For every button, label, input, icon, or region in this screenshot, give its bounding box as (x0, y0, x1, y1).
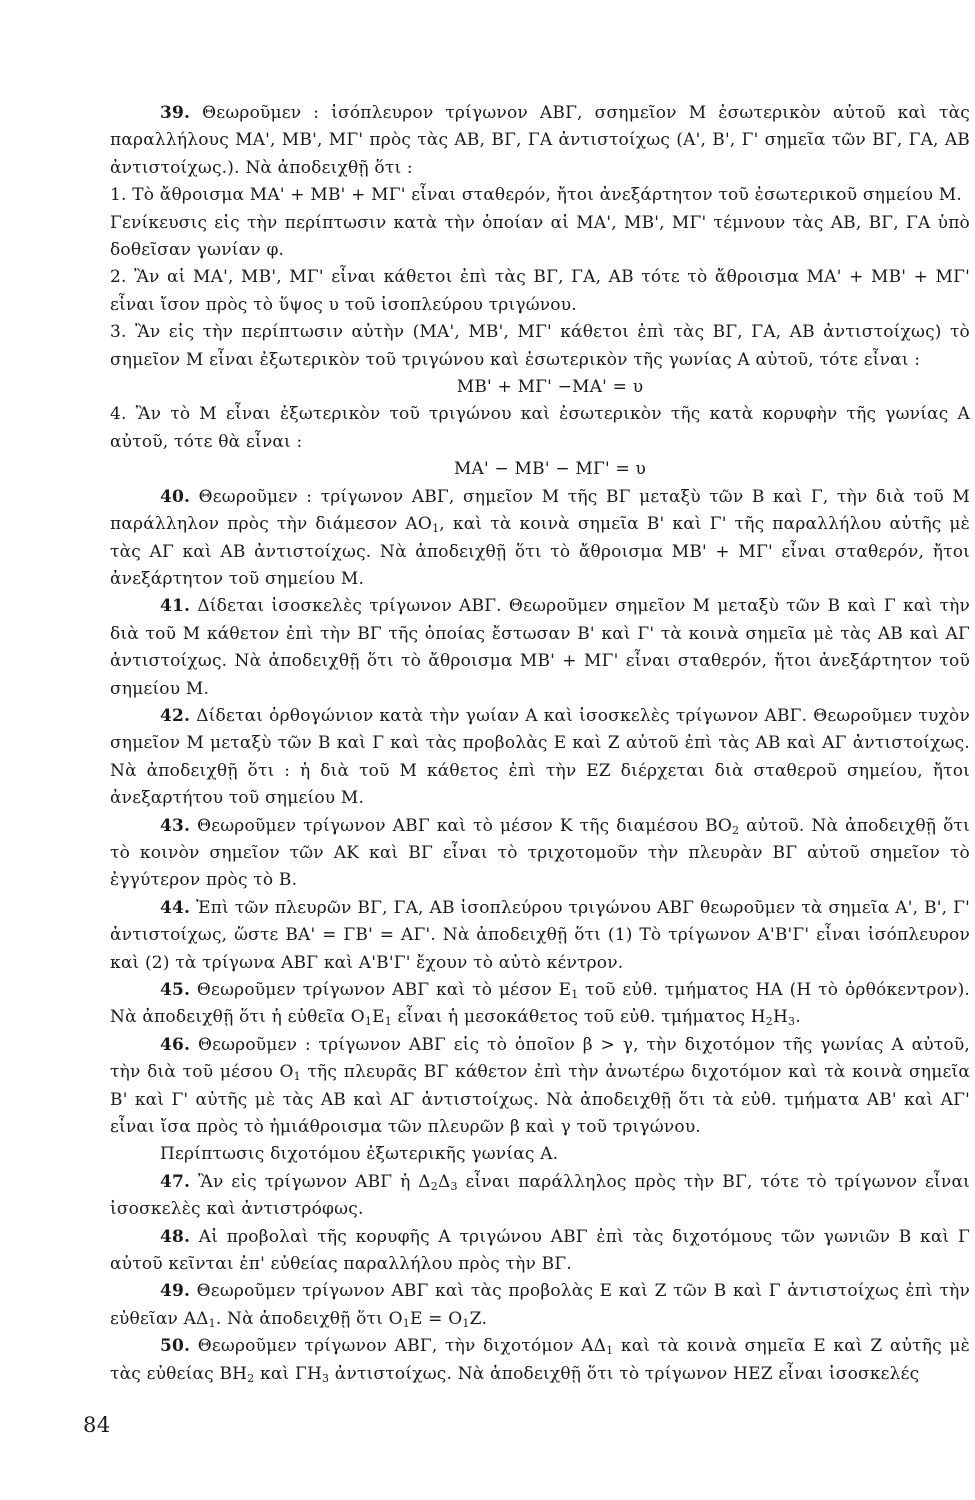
formula-2: ΜΑ' − ΜΒ' − ΜΓ' = υ (453, 459, 647, 480)
problem-text: Δίδεται ἰσοσκελὲς τρίγωνον ΑΒΓ. Θεωροῦμεν σημεῖον Μ μεταξὺ τῶν Β καὶ Γ καὶ τὴν διὰ τοῦ Μ κάθετον ἐπὶ τὴν ΒΓ τῆς ὁποίας ἔστωσαν Β' καὶ Γ' τὰ κοινὰ σημεῖα μὲ τὰς ΑΒ καὶ ΑΓ ἀντιστοίχως. Νὰ ἀποδειχθῇ ὅτι τὸ ἄθροισμα ΜΒ' + ΜΓ' εἶναι σταθερόν, ἤτοι ἀνεξάρτητον τοῦ σημείου Μ. (110, 596, 970, 699)
subscript: 3 (322, 1371, 330, 1385)
problem-text: Θεωροῦμεν τρίγωνον ΑΒΓ καὶ τὸ μέσον Ε (196, 980, 572, 1000)
subscript: 1 (606, 1344, 614, 1358)
problem-text: Ἂν εἰς τρίγωνον ΑΒΓ ἡ Δ (198, 1171, 431, 1192)
problem-text: εἶναι παράλληλος πρὸς τὴν ΒΓ, τότε τὸ τρίγωνον εἶναι ἰσοσκελὲς καὶ ἀντιστρόφως. (110, 1171, 971, 1220)
problem-text: καὶ τὰ κοινὰ σημεῖα Ε καὶ Ζ αὐτῆς μὲ τὰς εὐθείας ΒΗ (110, 1336, 970, 1384)
subscript: 1 (384, 1015, 392, 1029)
problem-text: τῆς πλευρᾶς ΒΓ κάθετον ἐπὶ τὴν ἀνωτέρω διχοτόμον καὶ τὰ κοινὰ σημεῖα Β' καὶ Γ' αὐτῆς μὲ τὰς ΑΒ καὶ ΑΓ ἀντιστοίχως. Νὰ ἀποδειχθῇ ὅτι τὰ εὐθ. τμήματα ΑΒ' καὶ ΑΓ' εἶναι ἴσα πρὸς τὸ ἡμιάθροισμα τῶν πλευρῶν β καὶ γ τοῦ τριγώνου. (110, 1062, 970, 1138)
problem-text: Ε (372, 1007, 385, 1028)
problem-text: τοῦ εὐθ. τμήματος ΗΑ (Η τὸ ὀρθόκεντρον). Νὰ ἀποδειχθῇ ὅτι ἡ εὐθεῖα Ο (110, 980, 971, 1028)
subscript: 1 (208, 1316, 216, 1330)
problem-text: ἀντιστοίχως. Νὰ ἀποδειχθῇ ὅτι τὸ τρίγωνον ΗΕΖ εἶναι ἰσοσκελές (329, 1363, 920, 1384)
problem-number: 39. (160, 103, 191, 123)
subscript: 2 (732, 823, 740, 837)
problem-46-extension: Περίπτωσις διχοτόμου ἐξωτερικῆς γωνίας Α. (160, 1144, 559, 1165)
problem-text: Θεωροῦμεν τρίγωνον ΑΒΓ καὶ τὸ μέσον Κ τῆς διαμέσου ΒΟ (197, 815, 733, 836)
subscript: 1 (571, 988, 579, 1001)
subscript: 3 (450, 1179, 458, 1193)
problem-number: 41. (160, 596, 191, 617)
problem-text: Ε = Ο (409, 1308, 463, 1329)
problem-text: Θεωροῦμεν τρίγωνον ΑΒΓ, τὴν διχοτόμον ΑΔ (197, 1336, 607, 1357)
subscript: 1 (432, 522, 440, 536)
problem-number: 40. (160, 486, 191, 507)
page-body (110, 100, 970, 1388)
subscript: 2 (765, 1015, 773, 1029)
problem-41 (110, 593, 970, 703)
problem-text: Ἐπὶ τῶν πλευρῶν ΒΓ, ΓΑ, ΑΒ ἰσοπλεύρου τριγώνου ΑΒΓ θεωροῦμεν τὰ σημεῖα Α', Β', Γ' ἀντιστοίχως, ὥστε ΒΑ' = ΓΒ' = ΑΓ'. Νὰ ἀποδειχθῇ ὅτι (1) Τὸ τρίγωνον Α'Β'Γ' εἶναι ἰσόπλευρον καὶ (2) τὰ τρίγωνα ΑΒΓ καὶ Α'Β'Γ' ἔχουν τὸ αὐτὸ κέντρον. (110, 897, 970, 973)
problem-44 (110, 895, 970, 977)
problem-number: 47. (160, 1171, 191, 1192)
problem-number: 49. (160, 1281, 191, 1302)
problem-number: 46. (160, 1034, 191, 1055)
problem-text: Δ (437, 1171, 451, 1192)
subscript: 1 (462, 1316, 470, 1330)
problem-text: Ζ. (469, 1308, 488, 1329)
problem-text: Θεωροῦμεν : ἰσόπλευρον τρίγωνον ΑΒΓ, σσημεῖον Μ ἐσωτερικὸν αὐτοῦ καὶ τὰς παραλλήλους ΜΑ', ΜΒ', ΜΓ' πρὸς τὰς ΑΒ, ΒΓ, ΓΑ ἀντιστοίχως (Α', Β', Γ' σημεῖα τῶν ΒΓ, ΓΑ, ΑΒ ἀντιστοίχως.). Νὰ ἀποδειχθῇ ὅτι : (110, 103, 971, 178)
subscript: 3 (788, 1015, 796, 1029)
problem-42 (110, 703, 970, 813)
problem-text: καὶ ΓΗ (254, 1363, 322, 1384)
problem-text: Η (772, 1007, 788, 1028)
subscript: 1 (364, 1015, 373, 1029)
problem-text: Θεωροῦμεν τρίγωνον ΑΒΓ καὶ τὰς προβολὰς Ε καὶ Ζ τῶν Β καὶ Γ ἀντιστοίχως ἐπὶ τὴν εὐθεῖαν ΑΔ (110, 1281, 970, 1329)
problem-49 (110, 1278, 970, 1333)
problem-39-item-1: 1. Τὸ ἄθροισμα ΜΑ' + ΜΒ' + ΜΓ' εἶναι σταθερόν, ἤτοι ἀνεξάρτητον τοῦ ἐσωτερικοῦ σημείου Μ. (110, 185, 962, 206)
problem-39 (110, 100, 970, 182)
problem-text: , καὶ τὰ κοινὰ σημεῖα Β' καὶ Γ' τῆς παραλλήλου αὐτῆς μὲ τὰς ΑΓ καὶ ΑΒ ἀντιστοίχως. Νὰ ἀποδειχθῇ ὅτι τὸ ἄθροισμα ΜΒ' + ΜΓ' εἶναι σταθερόν, ἤτοι ἀνεξάρτητον τοῦ σημείου Μ. (110, 514, 970, 589)
problem-47 (110, 1169, 970, 1224)
problem-text: εἶναι ἡ μεσοκάθετος τοῦ εὐθ. τμήματος Η (391, 1007, 766, 1028)
subscript: 2 (247, 1371, 255, 1385)
problem-39-item-4: 4. Ἂν τὸ Μ εἶναι ἐξωτερικὸν τοῦ τριγώνου καὶ ἐσωτερικὸν τῆς κατὰ κορυφὴν τῆς γωνίας Α αὐτοῦ, τότε θὰ εἶναι : (110, 404, 970, 452)
problem-39-generalization: Γενίκευσις εἰς τὴν περίπτωσιν κατὰ τὴν ὁποίαν αἱ ΜΑ', ΜΒ', ΜΓ' τέμνουν τὰς ΑΒ, ΒΓ, ΓΑ ὑπὸ δοθεῖσαν γωνίαν φ. (110, 212, 970, 261)
problem-text: . (795, 1007, 801, 1028)
problem-40 (110, 484, 970, 594)
problem-number: 43. (160, 815, 191, 836)
problem-number: 45. (160, 980, 191, 1000)
problem-text: Δίδεται ὀρθογώνιον κατὰ τὴν γωίαν Α καὶ ἰσοσκελὲς τρίγωνον ΑΒΓ. Θεωροῦμεν τυχὸν σημεῖον Μ μεταξὺ τῶν Β καὶ Γ καὶ τὰς προβολὰς Ε καὶ Ζ αὐτοῦ ἐπὶ τὰς ΑΒ καὶ ΑΓ ἀντιστοίχως. Νὰ ἀποδειχθῇ ὅτι : ἡ διὰ τοῦ Μ κάθετος ἐπὶ τὴν ΕΖ διέρχεται διὰ σταθεροῦ σημείου, ἤτοι ἀνεξαρτήτου τοῦ σημείου Μ. (110, 705, 971, 809)
problem-50 (110, 1333, 970, 1388)
problem-39-item-3: 3. Ἂν εἰς τὴν περίπτωσιν αὐτὴν (ΜΑ', ΜΒ', ΜΓ' κάθετοι ἐπὶ τὰς ΒΓ, ΓΑ, ΑΒ ἀντιστοίχως) τὸ σημεῖον Μ εἶναι ἐξωτερικὸν τοῦ τριγώνου καὶ ἐσωτερικὸν τῆς γωνίας Α αὐτοῦ, τότε εἶναι : (110, 322, 970, 370)
problem-46 (110, 1032, 970, 1142)
problem-39-item-2: 2. Ἂν αἱ ΜΑ', ΜΒ', ΜΓ' εἶναι κάθετοι ἐπὶ τὰς ΒΓ, ΓΑ, ΑΒ τότε τὸ ἄθροισμα ΜΑ' + ΜΒ' + ΜΓ' εἶναι ἴσον πρὸς τὸ ὕψος υ τοῦ ἰσοπλεύρου τριγώνου. (110, 267, 970, 315)
problem-text: Αἱ προβολαὶ τῆς κορυφῆς Α τριγώνου ΑΒΓ ἐπὶ τὰς διχοτόμους τῶν γωνιῶν Β καὶ Γ αὐτοῦ κεῖνται ἐπ' εὐθείας παραλλήλου πρὸς τὴν ΒΓ. (110, 1226, 970, 1275)
problem-number: 44. (160, 897, 191, 918)
problem-48 (110, 1224, 970, 1279)
subscript: 2 (430, 1179, 438, 1193)
page-number: 84 (83, 1413, 111, 1437)
problem-text: αὐτοῦ. Νὰ ἀποδειχθῇ ὅτι τὸ κοινὸν σημεῖον τῶν ΑΚ καὶ ΒΓ εἶναι τὸ τριχοτομοῦν τὴν πλευρὰν ΒΓ αὐτοῦ σημεῖον τὸ ἐγγύτερον πρὸς τὸ Β. (110, 815, 970, 891)
problem-43 (110, 813, 970, 895)
subscript: 1 (293, 1070, 301, 1084)
problem-45 (110, 977, 970, 1032)
problem-number: 48. (160, 1226, 191, 1247)
problem-text: . Νὰ ἀποδειχθῇ ὅτι Ο (215, 1308, 403, 1329)
problem-text: Θεωροῦμεν : τρίγωνον ΑΒΓ εἰς τὸ ὁποῖον β > γ, τὴν διχοτόμον τῆς γωνίας Α αὐτοῦ, τὴν διὰ τοῦ μέσου Ο (110, 1034, 970, 1083)
subscript: 1 (402, 1316, 410, 1330)
formula-1: ΜΒ' + ΜΓ' −ΜΑ' = υ (456, 377, 644, 398)
problem-number: 42. (160, 705, 191, 726)
problem-number: 50. (160, 1336, 191, 1357)
problem-text: Θεωροῦμεν : τρίγωνον ΑΒΓ, σημεῖον Μ τῆς ΒΓ μεταξὺ τῶν Β καὶ Γ, τὴν διὰ τοῦ Μ παράλληλον πρὸς τὴν διάμεσον ΑΟ (110, 486, 970, 535)
